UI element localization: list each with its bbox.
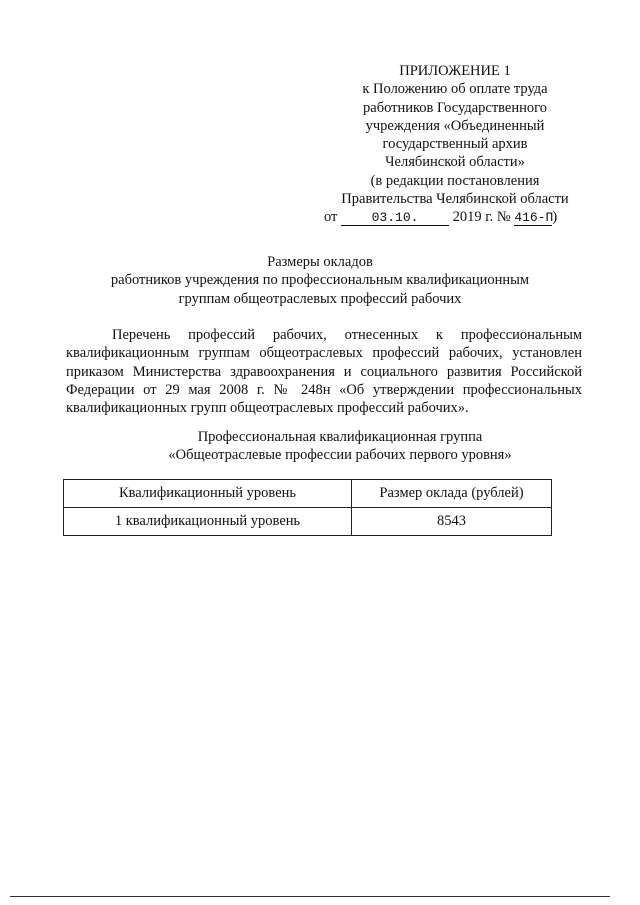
resolution-number: 416-П [514,210,554,226]
cell-level: 1 квалификационный уровень [64,508,352,536]
appendix-line: к Положению об оплате труда [362,81,548,98]
close-paren: ) [552,209,558,226]
group-line: Профессиональная квалификационная группа [197,429,483,445]
column-header-salary: Размер оклада (рублей) [352,480,552,508]
title-line: Размеры окладов [267,254,373,270]
resolution-reference [324,208,600,226]
column-header-level: Квалификационный уровень [64,480,352,508]
group-line: «Общеотраслевые профессии рабочих первого уровня» [168,447,512,464]
appendix-header [310,62,600,227]
intro-paragraph: Перечень профессий рабочих, отнесенных к профессиональным квалификационным группам общеотраслевых профессий рабочих, установлен приказом Министерства здравоохранения и социального развития Российской Федерации от 29 мая 2008 г. № 248н «Об утверждении профессиональных квалификационных групп общеотраслевых профессий рабочих». [66,327,582,417]
appendix-title: ПРИЛОЖЕНИЕ 1 [399,63,511,79]
document-title [60,253,580,308]
from-label: от [324,209,338,226]
appendix-line: государственный архив [382,136,528,153]
year-label: 2019 г. № [452,209,511,226]
resolution-date: 03.10. [341,211,449,226]
appendix-line: Правительства Челябинской области [341,191,569,208]
appendix-line: (в редакции постановления [370,172,540,189]
cell-salary: 8543 [352,508,552,536]
appendix-line: Челябинской области» [385,154,525,171]
title-line: работников учреждения по профессиональным квалификационным [110,272,530,289]
bottom-divider [10,896,610,897]
appendix-line: учреждения «Объединенный [365,117,545,134]
table-header-row [64,480,552,508]
group-heading [60,428,620,465]
table-row [64,508,552,536]
salary-table [63,479,552,536]
title-line: группам общеотраслевых профессий рабочих [178,290,462,307]
appendix-line: работников Государственного [363,99,547,116]
